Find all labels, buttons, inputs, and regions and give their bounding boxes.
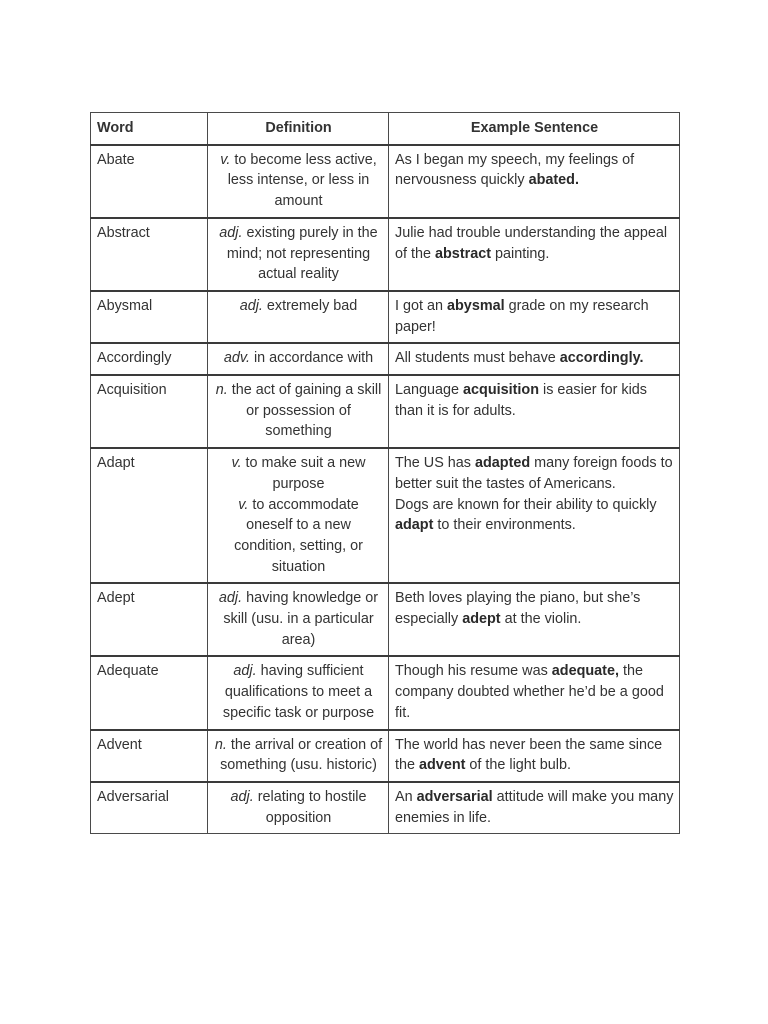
definition-text: relating to hostile opposition <box>253 788 367 826</box>
part-of-speech: v. <box>231 455 242 472</box>
highlighted-word: abated. <box>528 172 579 189</box>
highlighted-word: advent <box>419 757 466 774</box>
definition-line <box>214 735 383 776</box>
definition-text: having sufficient qualifications to meet a specific task or purpose <box>222 663 375 721</box>
example-sentence <box>395 495 674 536</box>
example-cell <box>389 730 680 782</box>
word-cell: Abysmal <box>91 291 208 343</box>
example-cell <box>389 218 680 291</box>
definition-text: extremely bad <box>262 297 358 314</box>
word-cell: Adversarial <box>91 782 208 834</box>
example-sentence <box>395 223 674 264</box>
word-cell: Adapt <box>91 448 208 583</box>
example-text: The US has <box>395 455 475 472</box>
definition-line <box>214 453 383 494</box>
part-of-speech: adj. <box>218 590 243 607</box>
example-sentence <box>395 150 674 191</box>
example-sentence <box>395 380 674 421</box>
definition-text: to become less active, less intense, or less in amount <box>227 151 377 210</box>
part-of-speech: adj. <box>230 788 254 805</box>
definition-cell <box>208 656 389 729</box>
definition-cell <box>208 448 389 583</box>
highlighted-word: adapt <box>395 517 434 534</box>
definition-cell <box>208 782 389 834</box>
table-row <box>91 782 680 834</box>
example-text: An <box>395 788 417 805</box>
part-of-speech: v. <box>220 151 231 168</box>
header-definition: Definition <box>208 113 389 145</box>
example-sentence <box>395 348 674 369</box>
table-row <box>91 583 680 656</box>
example-sentence <box>395 588 674 629</box>
example-text: of the light bulb. <box>465 757 572 774</box>
definition-cell <box>208 343 389 375</box>
part-of-speech: n. <box>214 736 227 753</box>
definition-text: the act of gaining a skill or possession of something <box>227 382 382 440</box>
example-text: I got an <box>395 297 448 314</box>
word-cell: Abate <box>91 145 208 218</box>
definition-text: having knowledge or skill (usu. in a particular area) <box>223 590 379 648</box>
header-word: Word <box>91 113 208 145</box>
highlighted-word: adversarial <box>416 788 493 805</box>
header-example-sentence: Example Sentence <box>389 113 680 145</box>
table-row <box>91 730 680 782</box>
example-text: Dogs are known for their ability to quickly <box>395 496 657 513</box>
example-sentence <box>395 453 674 494</box>
example-sentence <box>395 661 674 723</box>
definition-text: to accommodate oneself to a new condition, setting, or situation <box>234 496 363 575</box>
word-cell: Acquisition <box>91 375 208 448</box>
example-text: the company doubted whether he’d be a good fit. <box>395 663 664 721</box>
part-of-speech: adj. <box>233 663 257 680</box>
highlighted-word: accordingly. <box>559 350 644 367</box>
example-cell <box>389 375 680 448</box>
table-row <box>91 375 680 448</box>
definition-line <box>214 296 383 317</box>
table-header <box>91 113 680 145</box>
highlighted-word: adapted <box>475 455 531 472</box>
definition-cell <box>208 291 389 343</box>
definition-text: existing purely in the mind; not representing actual reality <box>226 224 378 283</box>
example-text: Language <box>395 382 464 399</box>
highlighted-word: abstract <box>435 245 492 262</box>
definition-line <box>214 223 383 285</box>
definition-text: the arrival or creation of something (usu. historic) <box>220 736 383 774</box>
part-of-speech: n. <box>215 382 228 399</box>
example-text: Though his resume was <box>395 663 552 680</box>
example-cell <box>389 782 680 834</box>
example-text: at the violin. <box>500 611 582 628</box>
example-cell <box>389 583 680 656</box>
definition-text: to make suit a new purpose <box>241 455 366 492</box>
example-text: attitude will make you many enemies in life. <box>395 788 674 826</box>
part-of-speech: adj. <box>219 224 243 241</box>
example-cell <box>389 291 680 343</box>
definition-cell <box>208 218 389 291</box>
definition-line <box>214 348 383 369</box>
example-text: many foreign foods to better suit the tastes of Americans. <box>395 455 673 492</box>
example-text: is easier for kids than it is for adults. <box>395 382 647 419</box>
highlighted-word: acquisition <box>463 382 539 399</box>
table-row <box>91 218 680 291</box>
definition-line <box>214 380 383 442</box>
definition-line <box>214 787 383 828</box>
definition-line <box>214 661 383 723</box>
example-text: The world has never been the same since the <box>395 736 663 774</box>
example-text: Beth loves playing the piano, but she’s especially <box>395 590 641 628</box>
example-text: to their environments. <box>433 517 576 534</box>
example-text: As I began my speech, my feelings of nervousness quickly <box>395 151 635 189</box>
example-cell <box>389 145 680 218</box>
word-cell: Adequate <box>91 656 208 729</box>
word-cell: Abstract <box>91 218 208 291</box>
definition-cell <box>208 145 389 218</box>
example-cell <box>389 656 680 729</box>
example-text: painting. <box>491 245 550 262</box>
example-cell <box>389 343 680 375</box>
highlighted-word: adequate, <box>551 663 619 680</box>
word-cell: Accordingly <box>91 343 208 375</box>
example-text: All students must behave <box>395 350 560 367</box>
table-row <box>91 656 680 729</box>
part-of-speech: v. <box>238 496 249 513</box>
example-cell <box>389 448 680 583</box>
example-sentence <box>395 735 674 776</box>
definition-line <box>214 495 383 578</box>
highlighted-word: abysmal <box>447 297 505 314</box>
example-sentence <box>395 787 674 828</box>
word-cell: Adept <box>91 583 208 656</box>
table-body <box>91 145 680 834</box>
table-row <box>91 145 680 218</box>
definition-cell <box>208 730 389 782</box>
definition-line <box>214 588 383 650</box>
part-of-speech: adj. <box>239 297 263 314</box>
example-text: Julie had trouble understanding the appeal of the <box>395 224 668 262</box>
table-row <box>91 291 680 343</box>
vocabulary-table <box>90 112 680 834</box>
table-row <box>91 448 680 583</box>
definition-line <box>214 150 383 212</box>
definition-cell <box>208 583 389 656</box>
highlighted-word: adept <box>462 611 501 628</box>
word-cell: Advent <box>91 730 208 782</box>
example-text: grade on my research paper! <box>395 297 649 335</box>
example-sentence <box>395 296 674 337</box>
definition-text: in accordance with <box>249 350 374 367</box>
part-of-speech: adv. <box>223 350 250 367</box>
table-row <box>91 343 680 375</box>
header-row <box>91 113 680 145</box>
definition-cell <box>208 375 389 448</box>
